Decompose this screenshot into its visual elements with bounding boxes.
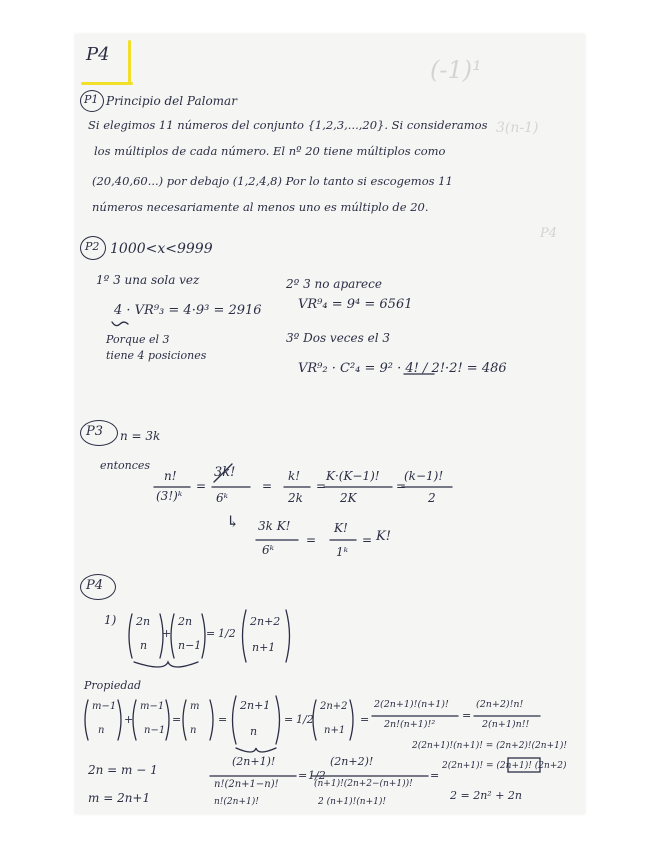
p1-label: P1: [84, 93, 99, 106]
p4-m3-bot: n: [190, 725, 197, 736]
p3-strike: [214, 464, 232, 482]
p4-eq-2: =: [172, 713, 182, 726]
p1-line-3: (20,40,60...) por debajo (1,2,4,8) Por lo tanto si escogemos 11: [92, 174, 453, 188]
p4-half-3: 1/2: [308, 769, 326, 782]
p2-case3-formula: VR⁹₂ · C²₄ = 9² · 4! / 2!·2! = 486: [298, 361, 507, 376]
p4-b2-top: 2n: [178, 615, 193, 628]
p3-f1-den: (3!)ᵏ: [156, 489, 183, 503]
p4-b1-bot: n: [140, 639, 148, 652]
p4-half: 1/2: [218, 627, 236, 640]
paren-m5-left: [313, 700, 316, 740]
p4-b3-bot: n+1: [252, 641, 276, 654]
p4-m4-top: 2n+1: [240, 699, 271, 712]
p2-case2-formula: VR⁹₄ = 9⁴ = 6561: [298, 297, 413, 312]
underbrace-4: [112, 322, 128, 326]
paren-m3-right: [210, 700, 213, 740]
p4-d2-extra: 2 (n+1)!(n+1)!: [318, 797, 386, 807]
paren-m1-left: [85, 700, 88, 740]
p4-r2-num: (2n+2)!n!: [476, 699, 524, 710]
paren-b2-left: [171, 614, 174, 658]
p4-eq-3: =: [218, 713, 228, 726]
p3-g3: K!: [376, 529, 391, 544]
boxed-term: [508, 758, 540, 772]
paren-m3-left: [183, 700, 186, 740]
p3-eq-2: =: [262, 479, 273, 493]
p3-f4-den: 2K: [340, 491, 357, 505]
paren-m2-right: [166, 700, 169, 740]
p4-plus-1: +: [162, 627, 172, 640]
p4-d2-den: (n+1)!(2n+2−(n+1))!: [314, 779, 413, 789]
paren-m4-right: [276, 696, 280, 744]
p4-eq-5: =: [360, 713, 370, 726]
p4-sub-2: m = 2n+1: [88, 791, 151, 805]
bleed-text-2: 3(n-1): [496, 120, 539, 136]
p4-d1-den: n!(2n+1−n)!: [214, 779, 279, 790]
p3-entonces: entonces: [100, 459, 151, 472]
p4-m1-top: m−1: [92, 701, 117, 712]
paren-b1-left: [129, 614, 132, 658]
p2-case1-formula: 4 · VR⁹₃ = 4·9³ = 2916: [114, 303, 262, 318]
p1-line-4: números necesariamente al menos uno es múltiplo de 20.: [92, 200, 429, 214]
p4-m5-bot: n+1: [324, 725, 346, 736]
p2-case1-note-1: Porque el 3: [106, 333, 170, 346]
p2-case3-title: 3º Dos veces el 3: [286, 331, 390, 345]
underbrace-m4: [236, 748, 276, 752]
p4-right-1: 2(2n+1)!(n+1)! = (2n+2)!(2n+1)!: [412, 741, 567, 751]
p3-f5-num: (k−1)!: [404, 469, 444, 483]
p1-line-2: los múltiplos de cada número. El nº 20 tiene múltiplos como: [94, 144, 446, 158]
p3-arrow: ↳: [226, 512, 240, 531]
p3-g1-num: 3k K!: [258, 519, 291, 533]
p3-eq-5: =: [306, 533, 317, 547]
p4-r2-den: 2(n+1)n!!: [482, 719, 530, 730]
p3-label: P3: [86, 424, 104, 439]
p4-d1-num: (2n+1)!: [232, 755, 276, 768]
p4-eq-4: =: [284, 713, 294, 726]
p4-m3-top: m: [190, 701, 200, 712]
p3-eq-3: =: [316, 479, 327, 493]
p3-f2-den: 6ᵏ: [216, 491, 229, 505]
p4-r1-den: 2n!(n+1)!²: [384, 719, 436, 730]
p4-r1-num: 2(2n+1)!(n+1)!: [374, 699, 449, 710]
p4-eq-6: =: [462, 709, 472, 722]
p3-f3-den: 2k: [288, 491, 303, 505]
p4-propiedad: Propiedad: [84, 679, 141, 692]
p4-m5-top: 2n+2: [320, 701, 348, 712]
p3-g2-den: 1ᵏ: [336, 545, 349, 559]
p4-m4-bot: n: [250, 725, 258, 738]
p4-half-2: 1/2: [296, 713, 314, 726]
paren-m1-right: [118, 700, 121, 740]
p4-eq-8: =: [430, 769, 440, 782]
p3-g1-den: 6ᵏ: [262, 543, 275, 557]
p2-label: P2: [85, 240, 100, 253]
p4-sub-1: 2n = m − 1: [88, 763, 158, 777]
p3-eq-6: =: [362, 533, 373, 547]
paren-m4-left: [233, 696, 237, 744]
p4-right-2: 2(2n+1)! = (2n+1)! (2n+2): [442, 761, 567, 771]
p4-m1-bot: n: [98, 725, 105, 736]
paren-b1-right: [160, 614, 163, 658]
p2-case1-title: 1º 3 una sola vez: [96, 273, 200, 287]
paren-b3-right: [286, 610, 290, 662]
p1-line-1: Si elegimos 11 números del conjunto {1,2,3,...,20}. Si consideramos: [88, 118, 488, 132]
paren-b2-right: [202, 614, 205, 658]
bleed-text-3: P4: [540, 226, 558, 241]
p4-b1-top: 2n: [136, 615, 151, 628]
bleed-text-1: (-1)¹: [430, 56, 482, 84]
p4-d2-num: (2n+2)!: [330, 755, 374, 768]
p4-b3-top: 2n+2: [250, 615, 281, 628]
p4-m2-bot: n−1: [144, 725, 166, 736]
p4-right-3: 2 = 2n² + 2n: [450, 789, 522, 802]
p1-title: Principio del Palomar: [106, 94, 237, 108]
p2-range: 1000<x<9999: [110, 241, 213, 257]
page-tag: P4: [86, 44, 110, 65]
paren-m5-right: [350, 700, 353, 740]
p3-f2-num: 3k!: [214, 465, 236, 480]
p3-f5-den: 2: [428, 491, 436, 505]
p4-item: 1): [104, 613, 117, 627]
p3-eq-1: =: [196, 479, 207, 493]
paren-m2-left: [133, 700, 136, 740]
p3-f3-num: k!: [288, 469, 301, 483]
p2-case1-note-2: tiene 4 posiciones: [106, 349, 207, 362]
p4-m2-top: m−1: [140, 701, 165, 712]
p4-eq-1: =: [206, 627, 216, 640]
p3-f4-num: K·(K−1)!: [326, 469, 380, 483]
p2-case2-title: 2º 3 no aparece: [286, 277, 382, 291]
p3-f1-num: n!: [164, 469, 177, 483]
p3-eq-4: =: [396, 479, 407, 493]
p4-b2-bot: n−1: [178, 639, 202, 652]
underbrace-pair: [134, 662, 198, 667]
p3-g2-num: K!: [334, 521, 348, 535]
p4-label: P4: [86, 578, 104, 593]
p3-given: n = 3k: [120, 429, 161, 443]
paren-b3-left: [243, 610, 247, 662]
p4-eq-7: =: [298, 769, 308, 782]
p4-plus-2: +: [124, 713, 134, 726]
p4-d1-extra: n!(2n+1)!: [214, 797, 259, 807]
